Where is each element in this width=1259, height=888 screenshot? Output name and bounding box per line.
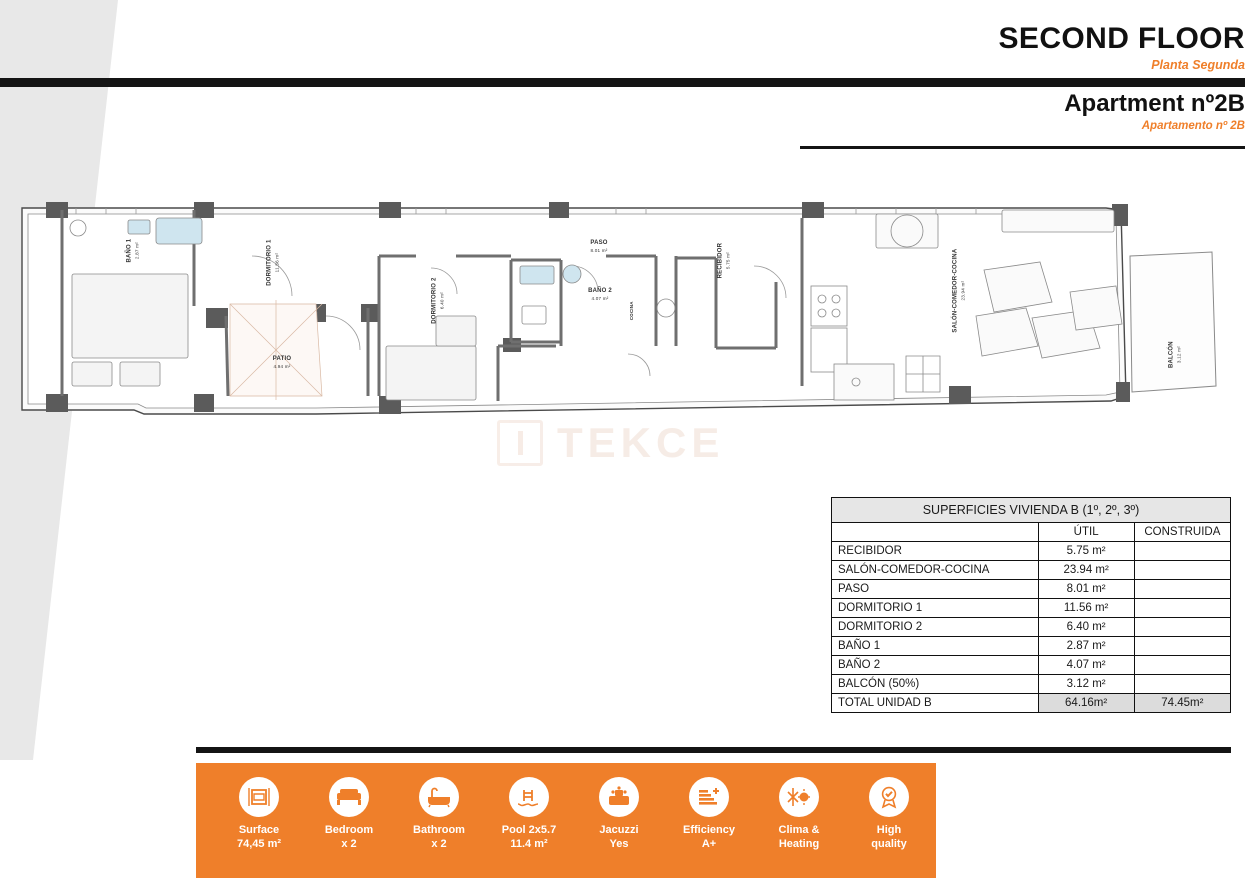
watermark-logo-icon xyxy=(497,420,543,466)
apartment-name: Apartment nº2B xyxy=(1064,90,1245,117)
feature-label: Pool 2x5.7 11.4 m² xyxy=(501,824,557,850)
feature-label: Jacuzzi Yes xyxy=(599,824,639,850)
surfaces-table xyxy=(831,497,1231,713)
feature-label: Surface 74,45 m² xyxy=(236,824,282,850)
cell-total-util: 64.16m² xyxy=(1038,694,1134,713)
cell-construida xyxy=(1134,599,1230,618)
jacuzzi-icon xyxy=(599,777,639,817)
table-header-row xyxy=(832,523,1231,542)
table-row xyxy=(832,580,1231,599)
room-label-patio: PATIO 4.94 m² xyxy=(272,356,292,369)
feature-surface xyxy=(214,777,304,852)
room-label-recibidor: RECIBIDOR 5.75 m² xyxy=(717,242,730,279)
quality-icon xyxy=(869,777,909,817)
feature-efficiency xyxy=(664,777,754,852)
feature-pool xyxy=(484,777,574,852)
room-label-cocina: COCINA xyxy=(629,301,635,321)
cell-room: SALÓN-COMEDOR-COCINA xyxy=(832,561,1039,580)
cell-util: 8.01 m² xyxy=(1038,580,1134,599)
col-header-construida: CONSTRUIDA xyxy=(1134,523,1230,542)
feature-quality xyxy=(844,777,934,852)
room-label-dormitorio-1: DORMITORIO 1 11.56 m² xyxy=(266,239,279,286)
feature-label: Clima & Heating xyxy=(778,824,820,850)
cell-room: DORMITORIO 1 xyxy=(832,599,1039,618)
table-row xyxy=(832,618,1231,637)
cell-util: 5.75 m² xyxy=(1038,542,1134,561)
table-row xyxy=(832,675,1231,694)
feature-label: Bedroom x 2 xyxy=(324,824,374,850)
room-label-bano-1: BAÑO 1 2.87 m² xyxy=(126,238,139,263)
feature-bedroom xyxy=(304,777,394,852)
feature-jacuzzi xyxy=(574,777,664,852)
cell-room: DORMITORIO 2 xyxy=(832,618,1039,637)
cell-room: BAÑO 1 xyxy=(832,637,1039,656)
cell-util: 3.12 m² xyxy=(1038,675,1134,694)
apartment-title xyxy=(1064,92,1245,132)
surfaces-title: SUPERFICIES VIVIENDA B (1º, 2º, 3º) xyxy=(832,498,1231,523)
room-label-balcon: BALCÓN 3.12 m² xyxy=(1168,341,1181,369)
floor-title-es: Planta Segunda xyxy=(1151,58,1245,72)
feature-climate xyxy=(754,777,844,852)
room-label-bano-2: BAÑO 2 4.07 m² xyxy=(588,288,612,301)
cell-construida xyxy=(1134,675,1230,694)
table-row xyxy=(832,637,1231,656)
cell-construida xyxy=(1134,542,1230,561)
col-header-room xyxy=(832,523,1039,542)
room-label-dormitorio-2: DORMITORIO 2 6.40 m² xyxy=(431,277,444,324)
floor-title: SECOND FLOOR xyxy=(998,22,1245,55)
col-header-util: ÚTIL xyxy=(1038,523,1134,542)
cell-util: 6.40 m² xyxy=(1038,618,1134,637)
floor-plan-drawing xyxy=(16,196,1231,446)
feature-bar xyxy=(196,763,936,878)
cell-util: 2.87 m² xyxy=(1038,637,1134,656)
cell-room: PASO xyxy=(832,580,1039,599)
cell-util: 11.56 m² xyxy=(1038,599,1134,618)
cell-util: 4.07 m² xyxy=(1038,656,1134,675)
cell-construida xyxy=(1134,656,1230,675)
table-row xyxy=(832,542,1231,561)
cell-construida xyxy=(1134,637,1230,656)
feature-label: Efficiency A+ xyxy=(683,824,735,850)
feature-bar-rule xyxy=(196,747,1231,753)
table-row xyxy=(832,656,1231,675)
table-row xyxy=(832,599,1231,618)
cell-construida xyxy=(1134,580,1230,599)
climate-icon xyxy=(779,777,819,817)
bed-icon xyxy=(329,777,369,817)
feature-label: Bathroom x 2 xyxy=(413,824,465,850)
bathtub-icon xyxy=(419,777,459,817)
cell-construida xyxy=(1134,561,1230,580)
apartment-name-es: Apartamento nº 2B xyxy=(1141,120,1245,132)
cell-room: RECIBIDOR xyxy=(832,542,1039,561)
room-label-paso: PASO 8.01 m² xyxy=(590,240,608,253)
header-rule-bottom xyxy=(800,146,1245,149)
watermark xyxy=(497,412,827,474)
cell-construida xyxy=(1134,618,1230,637)
feature-bathroom xyxy=(394,777,484,852)
cell-util: 23.94 m² xyxy=(1038,561,1134,580)
cell-room: BALCÓN (50%) xyxy=(832,675,1039,694)
efficiency-icon xyxy=(689,777,729,817)
surface-icon xyxy=(239,777,279,817)
watermark-text: TEKCE xyxy=(557,419,725,466)
room-label-salon-comedor-cocina: SALÓN-COMEDOR-COCINA 23.94 m² xyxy=(952,248,965,333)
cell-total-label: TOTAL UNIDAD B xyxy=(832,694,1039,713)
feature-label: High quality xyxy=(871,824,907,850)
table-title-row xyxy=(832,498,1231,523)
header-rule-top xyxy=(0,78,1245,87)
pool-icon xyxy=(509,777,549,817)
table-total-row xyxy=(832,694,1231,713)
page-title xyxy=(999,24,1245,72)
floor-plan xyxy=(16,196,1231,446)
cell-room: BAÑO 2 xyxy=(832,656,1039,675)
cell-total-construida: 74.45m² xyxy=(1134,694,1230,713)
table-row xyxy=(832,561,1231,580)
